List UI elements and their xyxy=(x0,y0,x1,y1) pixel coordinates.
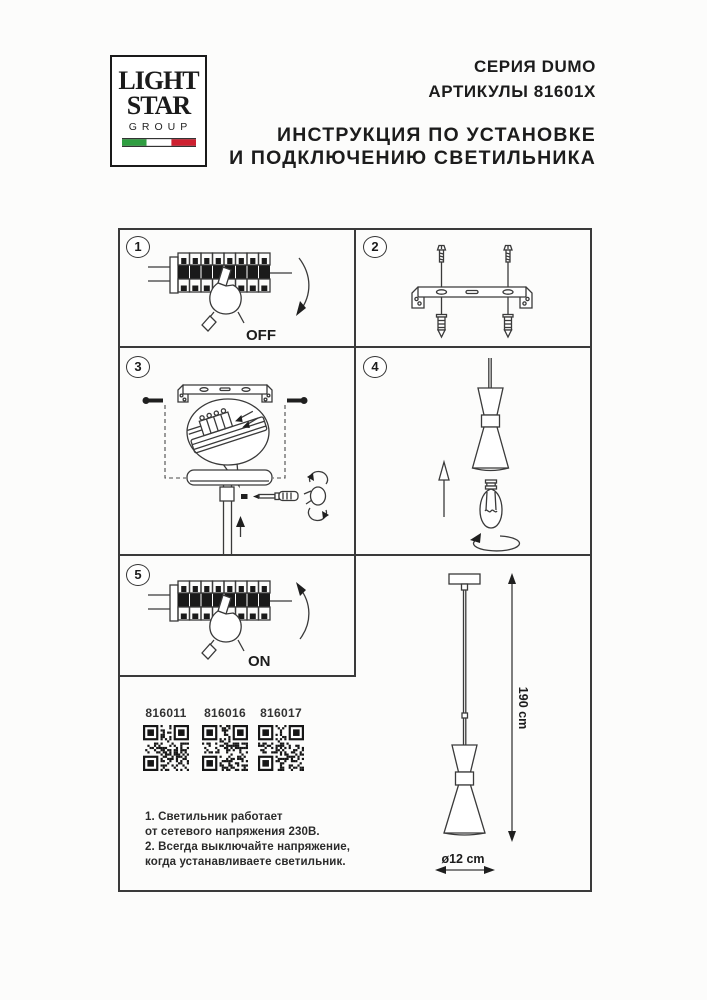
turn-on-arrow-icon xyxy=(296,582,309,639)
pendant-lamp-drawing xyxy=(444,574,485,835)
on-label: ON xyxy=(248,653,271,670)
step-4-number: 4 xyxy=(363,356,387,378)
alignment-dashed-line-left xyxy=(165,405,186,478)
alignment-dashed-line-right xyxy=(273,405,285,478)
italian-flag-stripe xyxy=(122,138,196,147)
up-arrow-icon xyxy=(236,516,245,537)
stem-drawing xyxy=(220,485,234,556)
screw-icon xyxy=(438,246,513,318)
turn-off-arrow-icon xyxy=(296,258,309,316)
lamp-dimension-drawing xyxy=(355,558,592,892)
series-title: СЕРИЯ DUMO xyxy=(473,57,596,76)
height-dimension-label: 190 cm xyxy=(516,686,530,730)
screwdriver-icon xyxy=(253,492,298,501)
diameter-dimension xyxy=(435,852,495,874)
up-arrow-icon xyxy=(439,462,449,517)
step-1-breaker-off-diagram xyxy=(140,246,340,346)
step-2-bracket-diagram xyxy=(368,240,580,346)
step-5-breaker-on-diagram xyxy=(140,574,340,674)
qr-code-label: 816017 xyxy=(260,706,302,720)
note-line: 1. Светильник работает xyxy=(145,811,283,823)
qr-code-label: 816016 xyxy=(204,706,246,720)
step-5-number: 5 xyxy=(126,564,150,586)
articles-title: АРТИКУЛЫ 81601X xyxy=(428,82,596,101)
set-screw-icon xyxy=(241,494,248,499)
note-line: когда устанавливаете светильник. xyxy=(145,856,346,868)
step-3-wiring-diagram xyxy=(120,350,355,556)
step-1-number: 1 xyxy=(126,236,150,258)
logo-word-group: GROUP xyxy=(128,121,193,133)
note-line: от сетевого напряжения 230В. xyxy=(145,826,320,838)
turning-hand-icon xyxy=(304,472,329,521)
logo-word-light: LIGHT xyxy=(118,66,199,95)
grid-row-divider-1 xyxy=(118,346,592,348)
qr-code xyxy=(258,725,304,771)
step-2-number: 2 xyxy=(363,236,387,258)
light-bulb-icon xyxy=(480,480,502,528)
qr-code-label: 816011 xyxy=(145,706,187,720)
note-line: 2. Всегда выключайте напряжение, xyxy=(145,841,351,853)
safety-notes xyxy=(145,810,350,870)
step-3-number: 3 xyxy=(126,356,150,378)
page-title-line2: И ПОДКЛЮЧЕНИЮ СВЕТИЛЬНИКА xyxy=(229,147,596,169)
wall-anchor-icon xyxy=(437,315,514,338)
qr-code xyxy=(143,725,189,771)
qr-code xyxy=(202,725,248,771)
step-4-shade-bulb-diagram xyxy=(357,350,592,556)
off-label: OFF xyxy=(246,327,276,344)
lightstar-logo xyxy=(110,55,207,167)
mounting-bracket-drawing xyxy=(412,287,532,308)
step5-bottom-border xyxy=(118,675,356,677)
page-title-line1: ИНСТРУКЦИЯ ПО УСТАНОВКЕ xyxy=(276,124,596,146)
logo-word-star: STAR xyxy=(126,91,191,120)
diameter-dimension-label: ø12 cm xyxy=(441,852,485,866)
magnifier-bubble xyxy=(187,399,269,465)
ceiling-canopy-drawing xyxy=(187,470,272,485)
rotate-arrow-icon xyxy=(470,533,519,551)
pendant-shade-drawing xyxy=(473,358,509,471)
height-dimension xyxy=(508,573,530,842)
